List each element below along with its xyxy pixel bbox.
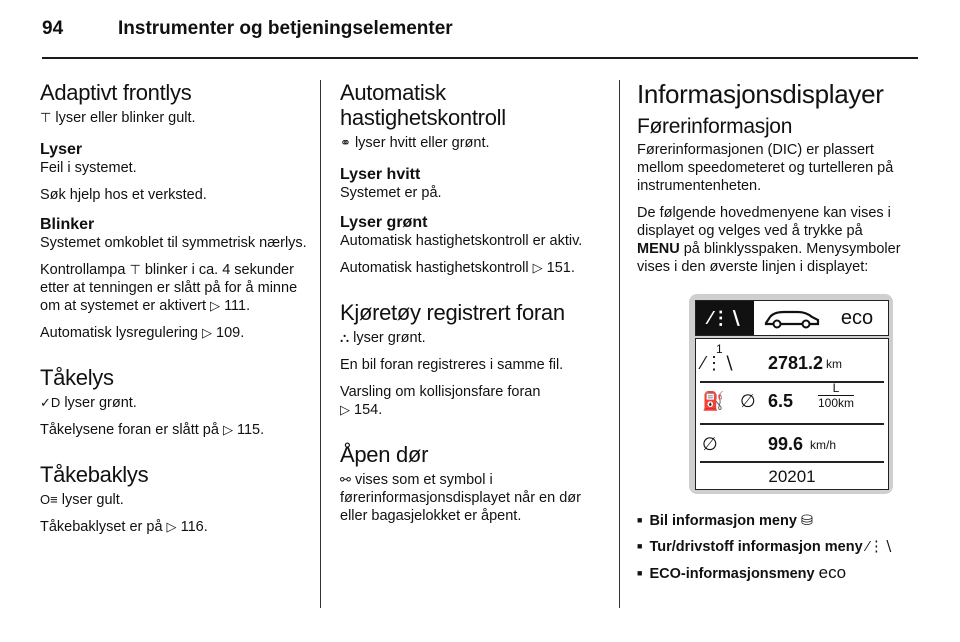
adaptive-light-icon: ⊤ (129, 262, 141, 277)
header-rule (42, 57, 918, 59)
section-title: Adaptivt frontlys (40, 80, 192, 105)
average-icon: ∅ (702, 434, 718, 454)
list-item: ■ ECO-informasjonsmeny eco (637, 564, 907, 584)
trip-icon: ⁄⋮∖ (866, 539, 893, 555)
page-title: Instrumenter og betjeningselementer (118, 18, 453, 39)
trip-number: 1 (716, 342, 723, 356)
fuel-pump-icon: ⛽ (702, 391, 725, 411)
average-icon: ∅ (740, 391, 756, 411)
section-title: Kjøretøy registrert foran (340, 300, 565, 325)
trip-icon: ⁄⋮∖ (702, 353, 735, 373)
eco-menu-tab: eco (840, 307, 874, 329)
car-menu-icon (760, 305, 822, 331)
column-1: Adaptivt frontlys ⊤ lyser eller blinker gult. Lyser Feil i systemet. Søk hjelp hos et verksted. Blinker Systemet omkoblet til symmetrisk nærlys. Kontrollampa ⊤ blinker i ca. 4 sekunder etter at tenningen er slått på for å minne om at systemet er aktivert ▷ 111. Automatisk lysregulering ▷ 109. Tåkelys ✓D lyser grønt. Tåkelysene foran er slått på ▷ 115. Tåkebaklys O≡ lyser gult. Tåkebaklyset er på ▷ 116. (40, 80, 307, 535)
driver-information-display (689, 294, 893, 494)
subsection-title: Lyser hvitt (340, 166, 421, 183)
column-divider-1 (320, 80, 321, 608)
display-screen (695, 338, 889, 490)
paragraph: Automatisk lysregulering ▷ 109. (40, 325, 245, 341)
list-item: ■ Bil informasjon meny ⛁ (637, 512, 907, 531)
trip-menu-icon: ⁄⋮∖ (696, 301, 754, 335)
column-3: Informasjonsdisplayer Førerinformasjon Førerinformasjonen (DIC) er plassert mellom speedometeret og turtelleren på instrumentenheten. De følgende hovedmenyene kan vises i displayet og velges ved å trykke på MENU på blinklysspaken. Menysymboler vises i den øverste linjen i displayet: ⁄⋮∖ eco 1 ⁄⋮∖ 2781.2 km ⛽ ∅ 6.5 L 100km ∅ 99.6 km/h 20201 ■ Bil informasjon meny ⛁ ■ Tur/drivstoff informasjon meny ⁄⋮∖ ■ ECO-informasjonsmeny eco (637, 80, 907, 591)
page-ref-icon: ▷ (340, 402, 350, 417)
rear-fog-light-icon: O≡ (40, 492, 58, 507)
page-ref-icon: ▷ (532, 260, 543, 275)
section-title: Åpen dør (340, 442, 429, 467)
section-title: Automatisk hastighetskontroll (340, 80, 506, 130)
paragraph: Kontrollampa ⊤ blinker i ca. 4 sekunder etter at tenningen er slått på for å minne om at systemet er aktivert ▷ 111. (40, 262, 298, 314)
fog-light-icon: ✓D (40, 395, 61, 410)
door-open-icon: ⚯ (340, 472, 351, 487)
subsection-title: Blinker (40, 216, 95, 233)
car-icon: ⛁ (800, 513, 814, 529)
paragraph: Tåkebaklyset er på ▷ 116. (40, 519, 208, 535)
list-item: ■ Tur/drivstoff informasjon meny ⁄⋮∖ (637, 538, 907, 557)
page-header (42, 18, 918, 48)
speed-row: ∅ 99.6 km/h (702, 434, 837, 454)
page-ref-icon: ▷ (210, 298, 221, 313)
paragraph: Automatisk hastighetskontroll ▷ 151. (340, 260, 575, 276)
section-title: Informasjonsdisplayer (637, 79, 884, 109)
adaptive-light-icon: ⊤ (40, 110, 52, 125)
paragraph: De følgende hovedmenyene kan vises i displayet og velges ved å trykke på MENU på blinklysspaken. Menysymboler vises i den øverste linjen i displayet: (637, 205, 901, 275)
fuel-row: ⛽ ∅ 6.5 L 100km (702, 381, 855, 411)
paragraph: Tåkelysene foran er slått på ▷ 115. (40, 422, 265, 438)
page-ref-icon: ▷ (166, 519, 177, 534)
eco-icon: eco (818, 563, 847, 582)
subsection-title: Lyser (40, 141, 83, 158)
column-2: Automatisk hastighetskontroll ⚭ lyser hvitt eller grønt. Lyser hvitt Systemet er på. Lyser grønt Automatisk hastighetskontroll er aktiv. Automatisk hastighetskontroll ▷ 151. Kjøretøy registrert foran ⛬ lyser grønt. En bil foran registreres i samme fil. Varsling om kollisjonsfare foran ▷ 154. Åpen dør ⚯ vises som et symbol i førerinformasjonsdisplayet når en dør eller bagasjelokket er åpent. (340, 80, 608, 534)
display-menu-tabs (695, 300, 889, 336)
section-title: Tåkebaklys (40, 462, 149, 487)
page-ref-icon: ▷ (222, 422, 233, 437)
subsection-title: Lyser grønt (340, 214, 428, 231)
paragraph: Varsling om kollisjonsfare foran ▷ 154. (340, 384, 541, 418)
odometer-row: ⁄⋮∖ 2781.2 km (702, 353, 842, 373)
vehicle-ahead-icon: ⛬ (340, 330, 350, 345)
section-title: Tåkelys (40, 365, 114, 390)
page-ref-icon: ▷ (202, 325, 212, 340)
column-divider-2 (619, 80, 620, 608)
cruise-control-icon: ⚭ (340, 135, 351, 150)
odometer-total: 20201 (768, 467, 816, 486)
page-number: 94 (42, 18, 64, 39)
subsection-title: Førerinformasjon (637, 115, 793, 138)
